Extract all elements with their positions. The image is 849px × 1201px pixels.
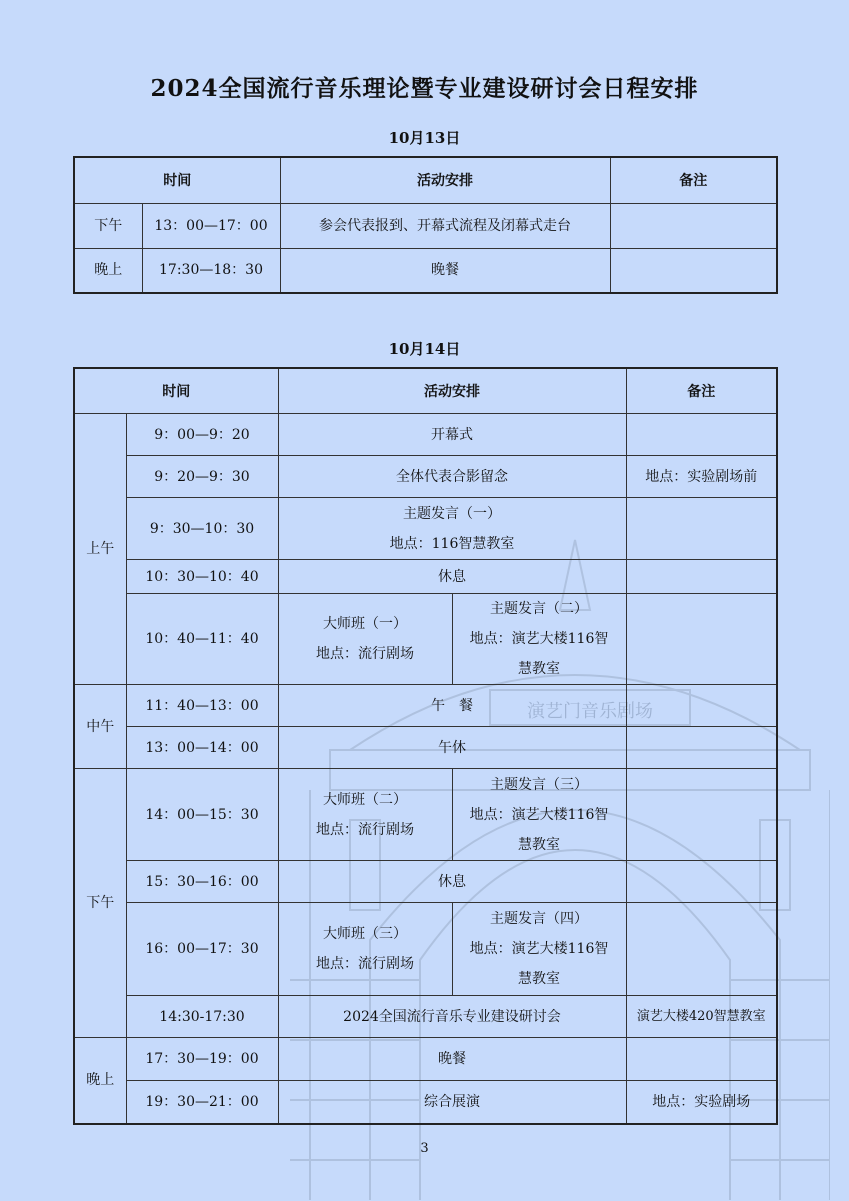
- header-activity: 活动安排: [278, 368, 626, 414]
- time-cell: 9：30—10：30: [126, 498, 278, 560]
- day2-date: 10月14日: [388, 340, 461, 358]
- activity-cell: 晚餐: [278, 1038, 626, 1081]
- table-row: [74, 1081, 777, 1124]
- note-cell: [626, 861, 777, 903]
- note-cell: [626, 1038, 777, 1081]
- time-cell: 10：30—10：40: [126, 560, 278, 594]
- activity-line: 主题发言（一）: [403, 505, 501, 522]
- activity-location: 地点：116智慧教室: [389, 535, 515, 552]
- keynote-location-cont: 慧教室: [518, 661, 560, 677]
- table-row: [74, 727, 777, 769]
- time-cell: 14:30-17:30: [126, 996, 278, 1038]
- time-cell: 10：40—11：40: [126, 594, 278, 685]
- table-row: [74, 414, 777, 456]
- keynote-location-cont: 慧教室: [518, 971, 560, 987]
- table-row: [74, 769, 777, 861]
- header-note: 备注: [610, 157, 777, 203]
- period-evening: 晚上: [74, 1038, 126, 1124]
- watermark-text: 演艺门音乐剧场: [527, 701, 653, 722]
- table-row: [74, 498, 777, 560]
- time-cell: 9：20—9：30: [126, 456, 278, 498]
- header-time: 时间: [74, 368, 278, 414]
- keynote-location: 地点：演艺大楼116智: [469, 941, 609, 957]
- header-time: 时间: [74, 157, 280, 203]
- time-cell: 13：00—14：00: [126, 727, 278, 769]
- activity-cell: 开幕式: [278, 414, 626, 456]
- table-row: [74, 594, 777, 685]
- day2-schedule-table: [73, 367, 778, 1125]
- masterclass-title: 大师班（二）: [323, 791, 407, 808]
- activity-cell: 综合展演: [278, 1081, 626, 1124]
- table-row: [74, 996, 777, 1038]
- period-cell: 晚上: [74, 248, 142, 293]
- activity-cell: 晚餐: [280, 248, 610, 293]
- masterclass-cell: [278, 594, 452, 685]
- day1-date: 10月13日: [388, 129, 461, 147]
- table-row: [74, 1038, 777, 1081]
- header-activity: 活动安排: [280, 157, 610, 203]
- note-cell: [610, 203, 777, 248]
- time-cell: 19：30—21：00: [126, 1081, 278, 1124]
- keynote-location: 地点：演艺大楼116智: [469, 631, 609, 647]
- note-cell: [626, 903, 777, 996]
- time-cell: 16：00—17：30: [126, 903, 278, 996]
- note-cell: [626, 414, 777, 456]
- masterclass-cell: [278, 903, 452, 996]
- table-row: [74, 861, 777, 903]
- note-cell: 地点：实验剧场: [626, 1081, 777, 1124]
- note-cell: [626, 727, 777, 769]
- table-row: [74, 903, 777, 996]
- header-note: 备注: [626, 368, 777, 414]
- keynote-title: 主题发言（二）: [490, 601, 588, 617]
- keynote-cell: [452, 594, 626, 685]
- keynote-cell: [452, 903, 626, 996]
- note-cell: [626, 594, 777, 685]
- note-cell: 演艺大楼420智慧教室: [626, 996, 777, 1038]
- note-cell: [626, 685, 777, 727]
- masterclass-location: 地点：流行剧场: [316, 821, 414, 838]
- activity-cell: [278, 498, 626, 560]
- table-row: [74, 685, 777, 727]
- keynote-location: 地点：演艺大楼116智: [469, 806, 609, 823]
- note-cell: [626, 560, 777, 594]
- keynote-title: 主题发言（三）: [490, 776, 588, 793]
- note-cell: [610, 248, 777, 293]
- time-cell: 14：00—15：30: [126, 769, 278, 861]
- keynote-title: 主题发言（四）: [490, 911, 588, 927]
- note-cell: [626, 769, 777, 861]
- note-cell: [626, 498, 777, 560]
- day1-schedule-table: [73, 156, 778, 294]
- page-title: 2024全国流行音乐理论暨专业建设研讨会日程安排: [150, 75, 699, 102]
- masterclass-title: 大师班（三）: [323, 926, 407, 942]
- period-afternoon: 下午: [74, 769, 126, 1038]
- period-morning: 上午: [74, 414, 126, 685]
- time-cell: 15：30—16：00: [126, 861, 278, 903]
- activity-cell: 午 餐: [278, 685, 626, 727]
- masterclass-cell: [278, 769, 452, 861]
- time-cell: 17：30—19：00: [126, 1038, 278, 1081]
- table-row: [74, 456, 777, 498]
- page-number: 3: [420, 1141, 429, 1156]
- time-cell: 17:30—18：30: [142, 248, 280, 293]
- note-cell: 地点：实验剧场前: [626, 456, 777, 498]
- table-row: [74, 203, 777, 248]
- time-cell: 13：00—17：00: [142, 203, 280, 248]
- activity-cell: 休息: [278, 560, 626, 594]
- table-row: [74, 560, 777, 594]
- masterclass-title: 大师班（一）: [323, 616, 407, 632]
- masterclass-location: 地点：流行剧场: [316, 646, 414, 662]
- activity-cell: 参会代表报到、开幕式流程及闭幕式走台: [280, 203, 610, 248]
- period-cell: 下午: [74, 203, 142, 248]
- table-row: [74, 248, 777, 293]
- activity-cell: 午休: [278, 727, 626, 769]
- keynote-location-cont: 慧教室: [518, 836, 560, 853]
- activity-cell: 全体代表合影留念: [278, 456, 626, 498]
- keynote-cell: [452, 769, 626, 861]
- masterclass-location: 地点：流行剧场: [316, 956, 414, 972]
- time-cell: 9：00—9：20: [126, 414, 278, 456]
- time-cell: 11：40—13：00: [126, 685, 278, 727]
- activity-cell: 2024全国流行音乐专业建设研讨会: [278, 996, 626, 1038]
- period-noon: 中午: [74, 685, 126, 769]
- activity-cell: 休息: [278, 861, 626, 903]
